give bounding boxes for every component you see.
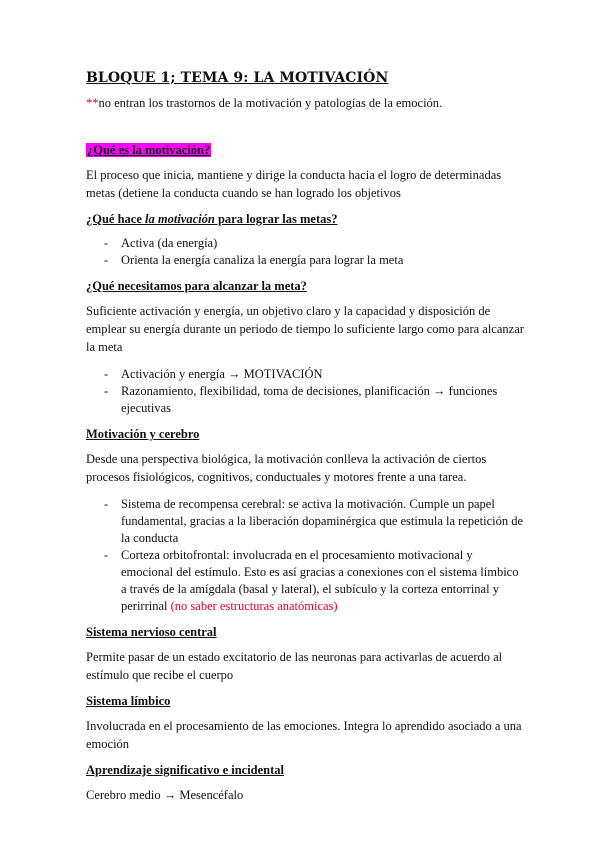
section-text-cerebro: Desde una perspectiva biológica, la motivación conlleva la activación de ciertos procesos fisiológicos, cognitivos, conductuales y motores frente a una tarea. xyxy=(86,452,487,484)
section-text-limbico: Involucrada en el procesamiento de las emociones. Integra lo aprendido asociado a una emoción xyxy=(86,719,522,751)
red-note: (no saber estructuras anatómicas) xyxy=(170,599,338,613)
heading-highlight: ¿Qué es la motivación? xyxy=(87,143,211,157)
que-hace-list xyxy=(86,235,526,269)
list-item: - Orienta la energía canaliza la energía para lograr la meta xyxy=(86,252,526,269)
note-text: no entran los trastornos de la motivación y patologías de la emoción. xyxy=(98,96,443,110)
note-stars: ** xyxy=(86,96,99,110)
list-item: - Activación y energía → MOTIVACIÓN xyxy=(86,366,526,383)
heading-part: para lograr las metas? xyxy=(214,212,338,226)
document-page xyxy=(86,70,526,814)
heading-emphasis: la motivación xyxy=(145,212,215,226)
section-heading-limbico: Sistema límbico xyxy=(86,694,171,708)
section-text-que-es: El proceso que inicia, mantiene y dirige la conducta hacia el logro de determinadas metas (detiene la conducta cuando se han logrado los objetivos xyxy=(86,168,502,200)
section-heading-aprendizaje: Aprendizaje significativo e incidental xyxy=(86,763,285,777)
section-heading-que-hace xyxy=(86,212,526,227)
cerebro-list xyxy=(86,496,526,615)
section-heading-snc: Sistema nervioso central xyxy=(86,625,217,639)
section-text-snc: Permite pasar de un estado excitatorio de las neuronas para activarlas de acuerdo al estímulo que recibe el cuerpo xyxy=(86,650,503,682)
list-item: - Razonamiento, flexibilidad, toma de decisiones, planificación → funciones ejecutivas xyxy=(86,383,526,417)
section-heading-necesitamos: ¿Qué necesitamos para alcanzar la meta? xyxy=(86,279,307,293)
section-text-necesitamos: Suficiente activación y energía, un objetivo claro y la capacidad y disposición de emplear su energía durante un periodo de tiempo lo suficiente largo como para alcanzar la meta xyxy=(86,304,524,354)
list-item xyxy=(86,547,526,615)
exclusion-note xyxy=(86,96,526,111)
heading-part: ¿Qué hace xyxy=(86,212,146,226)
necesitamos-list xyxy=(86,366,526,417)
section-heading-cerebro: Motivación y cerebro xyxy=(86,427,200,441)
section-text-aprendizaje: Cerebro medio → Mesencéfalo xyxy=(86,788,244,802)
list-item: - Sistema de recompensa cerebral: se activa la motivación. Cumple un papel fundamental, gracias a la liberación dopaminérgica que estimula la repetición de la conducta xyxy=(86,496,526,547)
document-title: BLOQUE 1; TEMA 9: LA MOTIVACIÓN xyxy=(86,70,389,86)
list-item: - Activa (da energía) xyxy=(86,235,526,252)
list-item-text: Corteza orbitofrontal: involucrada en el procesamiento motivacional y emocional del estímulo. Esto es así gracias a conexiones con el sistema límbico a través de la amígdala (basal y lateral), el subículo y la corteza entorrinal y perirrinal xyxy=(121,548,519,613)
section-heading-que-es xyxy=(86,143,526,158)
